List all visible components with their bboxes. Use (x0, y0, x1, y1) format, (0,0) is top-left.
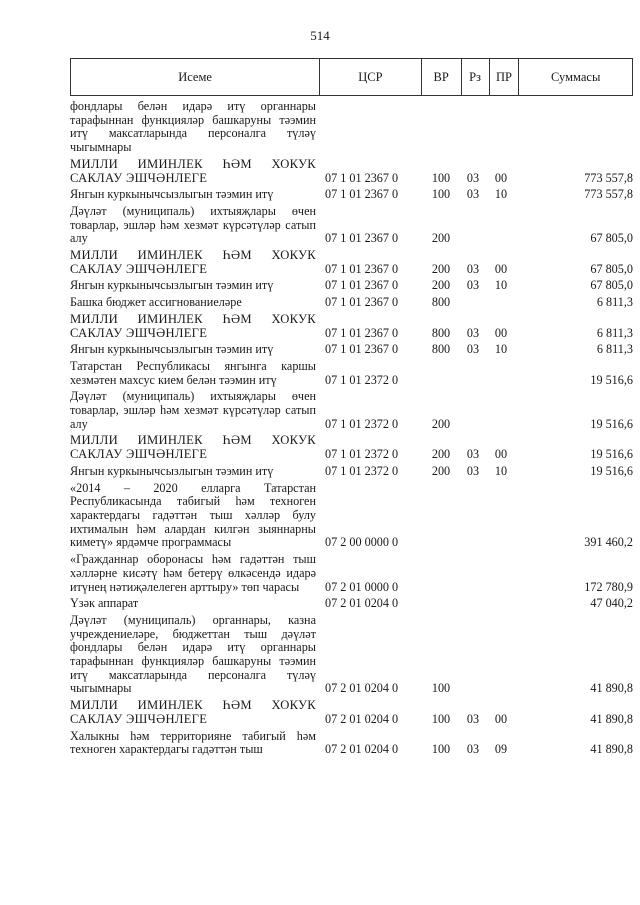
row-vr: 200 (431, 231, 451, 246)
table-row (70, 730, 633, 757)
table-row (70, 158, 633, 185)
row-pr: 10 (494, 463, 508, 478)
row-sum: 19 516,6 (590, 463, 633, 478)
row-vr: 200 (431, 447, 451, 462)
row-rz: 03 (466, 278, 480, 293)
row-vr: 200 (431, 463, 451, 478)
row-csr: 07 1 01 2367 0 (325, 295, 399, 310)
row-sum: 19 516,6 (590, 447, 633, 462)
row-sum: 67 805,0 (590, 231, 633, 246)
row-vr: 200 (431, 278, 451, 293)
row-csr: 07 1 01 2372 0 (325, 416, 399, 431)
row-name: МИЛЛИ ИМИНЛЕК ҺӘМ ХОКУК САКЛАУ ЭШЧӘНЛЕГЕ (70, 433, 316, 462)
row-sum: 6 811,3 (596, 325, 633, 340)
row-name: Халыкны һәм территорияне табигый һәм техноген характердагы гадәттән тыш (70, 728, 316, 757)
row-vr: 100 (431, 187, 451, 202)
row-csr: 07 2 01 0204 0 (325, 681, 399, 696)
row-sum: 67 805,0 (590, 261, 633, 276)
row-name: Янгын куркынычсызлыгын тәэмин итү (70, 463, 274, 478)
row-csr: 07 1 01 2372 0 (325, 463, 399, 478)
row-sum: 6 811,3 (596, 342, 633, 357)
row-csr: 07 1 01 2372 0 (325, 447, 399, 462)
table-row (70, 249, 633, 276)
column-header-rz: Рз (462, 59, 490, 95)
row-sum: 6 811,3 (596, 295, 633, 310)
table-row (70, 360, 633, 387)
column-header-name: Исеме (71, 59, 320, 95)
row-name: МИЛЛИ ИМИНЛЕК ҺӘМ ХОКУК САКЛАУ ЭШЧӘНЛЕГЕ (70, 311, 316, 340)
row-name: Янгын куркынычсызлыгын тәэмин итү (70, 187, 274, 202)
row-name: Янгын куркынычсызлыгын тәэмин итү (70, 278, 274, 293)
row-pr: 10 (494, 342, 508, 357)
row-csr: 07 2 01 0204 0 (325, 596, 399, 611)
row-csr: 07 1 01 2367 0 (325, 342, 399, 357)
row-vr: 100 (431, 711, 451, 726)
row-vr: 100 (431, 170, 451, 185)
row-name: «Гражданнар оборонасы һәм гадәттән тыш хәлләрне кисәтү һәм бетерү өлкәсендә идарә итүнең нәтиҗәлелеген арттыру» төп чарасы (70, 552, 316, 594)
row-sum: 773 557,8 (584, 170, 633, 185)
row-pr: 10 (494, 278, 508, 293)
row-csr: 07 1 01 2367 0 (325, 170, 399, 185)
row-pr: 00 (494, 261, 508, 276)
table-row (70, 614, 633, 696)
row-csr: 07 1 01 2367 0 (325, 187, 399, 202)
row-sum: 172 780,9 (584, 579, 633, 594)
table-row (70, 296, 633, 310)
row-sum: 41 890,8 (590, 742, 633, 757)
row-sum: 47 040,2 (590, 596, 633, 611)
row-name: Дәүләт (муниципаль) ихтыяҗлары өчен товарлар, эшләр һәм хезмәт күрсәтүләр сатып алу (70, 389, 316, 431)
row-sum: 41 890,8 (590, 711, 633, 726)
row-vr: 800 (431, 325, 451, 340)
row-sum: 67 805,0 (590, 278, 633, 293)
row-csr: 07 1 01 2367 0 (325, 278, 399, 293)
row-csr: 07 2 01 0204 0 (325, 742, 399, 757)
row-name: Янгын куркынычсызлыгын тәэмин итү (70, 342, 274, 357)
row-vr: 200 (431, 416, 451, 431)
row-sum: 41 890,8 (590, 681, 633, 696)
row-csr: 07 1 01 2367 0 (325, 261, 399, 276)
row-pr: 00 (494, 447, 508, 462)
table-row (70, 434, 633, 461)
table-row (70, 343, 633, 357)
column-header-sum: Суммасы (551, 69, 601, 84)
row-vr: 100 (431, 681, 451, 696)
table-row (70, 465, 633, 479)
table-row (70, 553, 633, 594)
row-vr: 200 (431, 261, 451, 276)
column-header-csr: ЦСР (320, 59, 422, 95)
table-row (70, 279, 633, 293)
row-pr: 00 (494, 325, 508, 340)
row-vr: 800 (431, 295, 451, 310)
table-row (70, 188, 633, 202)
table-row (70, 597, 633, 611)
table-row (70, 313, 633, 340)
page-number: 514 (310, 28, 330, 43)
row-csr: 07 2 00 0000 0 (325, 535, 399, 550)
row-csr: 07 1 01 2367 0 (325, 231, 399, 246)
row-pr: 00 (494, 711, 508, 726)
row-rz: 03 (466, 261, 480, 276)
row-csr: 07 1 01 2367 0 (325, 325, 399, 340)
row-name: «2014 – 2020 елларга Татарстан Республикасында табигый һәм техноген характердагы гадәттән тыш хәлләр булу ихтималын һәм алардан килгән зыяннарны киметү» ярдәмче программасы (70, 480, 316, 550)
row-vr: 100 (431, 742, 451, 757)
row-rz: 03 (466, 463, 480, 478)
row-csr: 07 2 01 0000 0 (325, 579, 399, 594)
row-name: Татарстан Республикасы янгынга каршы хезмәтен махсус кием белән тәэмин итү (70, 358, 316, 387)
row-sum: 391 460,2 (584, 535, 633, 550)
row-name: МИЛЛИ ИМИНЛЕК ҺӘМ ХОКУК САКЛАУ ЭШЧӘНЛЕГЕ (70, 248, 316, 276)
row-name: Дәүләт (муниципаль) органнары, казна учреждениеләре, бюджеттан тыш дәүләт фондлары белән идарә итү органнары тарафыннан функцияләр башкаруны тәэмин итү максатларында персоналга түләү чыгымнары (70, 612, 316, 696)
table-row (70, 482, 633, 551)
row-rz: 03 (466, 325, 480, 340)
row-name: фондлары белән идарә итү органнары тарафыннан функцияләр башкаруны тәэмин итү максатларында персоналга түләү чыгымнары (70, 99, 316, 155)
table-row (70, 390, 633, 431)
row-sum: 19 516,6 (590, 416, 633, 431)
row-name: Башка бюджет ассигнованиеләре (70, 295, 242, 310)
row-csr: 07 1 01 2372 0 (325, 372, 399, 387)
table-header (70, 58, 633, 96)
row-rz: 03 (466, 342, 480, 357)
row-csr: 07 2 01 0204 0 (325, 711, 399, 726)
row-rz: 03 (466, 742, 480, 757)
row-vr: 800 (431, 342, 451, 357)
row-rz: 03 (466, 187, 480, 202)
column-header-pr: ПР (490, 59, 520, 95)
column-header-vr: ВР (422, 59, 462, 95)
row-name: МИЛЛИ ИМИНЛЕК ҺӘМ ХОКУК САКЛАУ ЭШЧӘНЛЕГЕ (70, 698, 316, 726)
row-pr: 10 (494, 187, 508, 202)
row-rz: 03 (466, 711, 480, 726)
row-rz: 03 (466, 170, 480, 185)
row-pr: 00 (494, 170, 508, 185)
table-row (70, 205, 633, 246)
row-name: Дәүләт (муниципаль) ихтыяҗлары өчен товарлар, эшләр һәм хезмәт күрсәтүләр сатып алу (70, 203, 316, 246)
row-name: Үзәк аппарат (70, 596, 139, 611)
row-rz: 03 (466, 447, 480, 462)
row-pr: 09 (494, 742, 508, 757)
row-sum: 19 516,6 (590, 372, 633, 387)
table-body (70, 100, 633, 760)
row-name: МИЛЛИ ИМИНЛЕК ҺӘМ ХОКУК САКЛАУ ЭШЧӘНЛЕГЕ (70, 156, 316, 185)
table-row (70, 699, 633, 726)
table-row (70, 100, 633, 155)
row-sum: 773 557,8 (584, 187, 633, 202)
